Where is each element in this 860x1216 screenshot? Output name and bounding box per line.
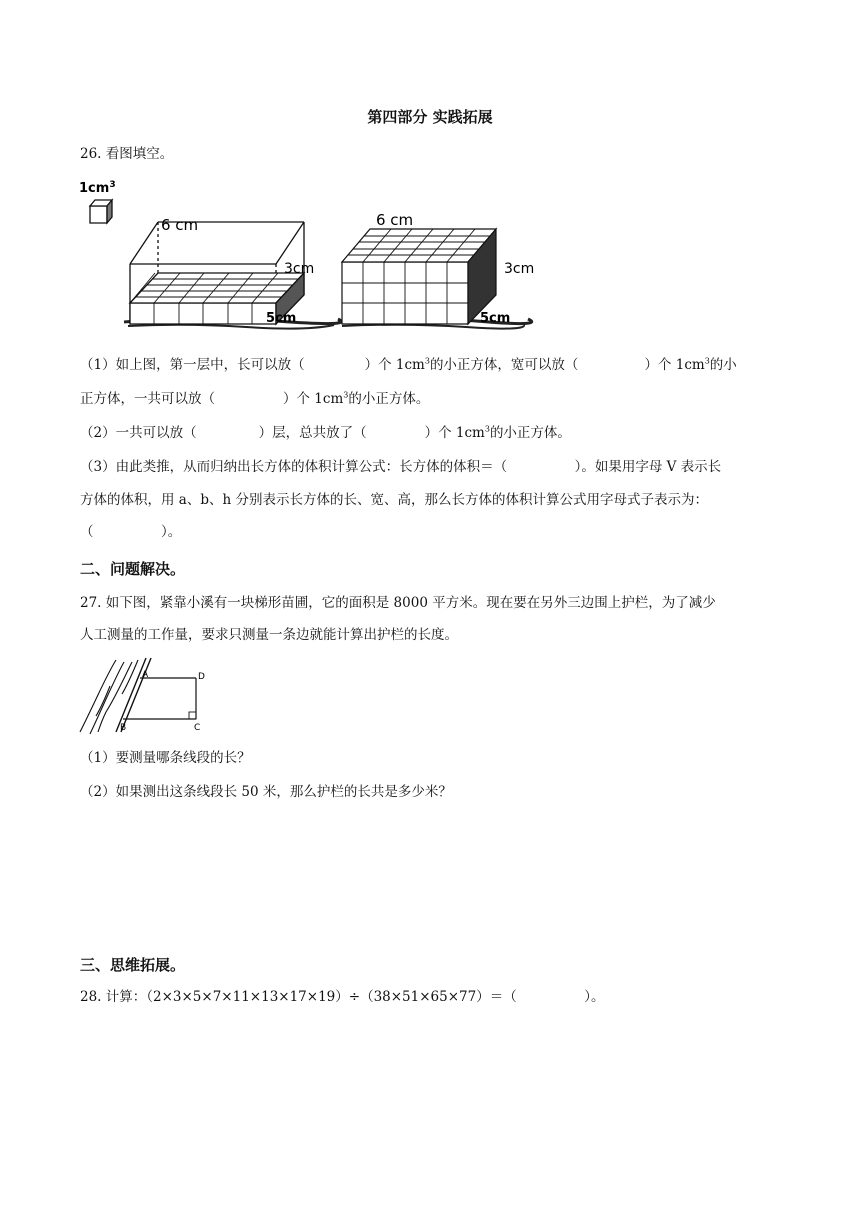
right-height-label: 3cm (504, 261, 535, 277)
q27-sub1: （1）要测量哪条线段的长？ (80, 750, 251, 766)
trapezoid-figure (76, 656, 216, 738)
left-width-label: 5cm (266, 311, 297, 326)
q26-sub2: （2）一共可以放（ ）层，总共放了（ ）个 $1cm^3$的小正方体。 (80, 424, 571, 441)
section-3-heading: 三、思维拓展。 (80, 956, 186, 974)
stream-lines (80, 660, 138, 734)
q27-line2: 人工测量的工作量，要求只测量一条边就能计算出护栏的长度。 (80, 627, 458, 643)
left-cuboid (130, 222, 304, 324)
point-b-label: B (120, 723, 127, 733)
unit-cube-shape (90, 200, 112, 223)
q26-sub3-line3: （ ）。 (80, 524, 182, 540)
right-length-label: 6 cm (376, 211, 414, 229)
q28-line: 28. 计算：（2×3×5×7×11×13×17×19）÷（38×51×65×77）＝（ ）。 (80, 989, 605, 1005)
question-26-stem: 26. 看图填空。 (80, 146, 174, 162)
page-title: 第四部分 实践拓展 (367, 108, 493, 126)
section-2-heading: 二、问题解决。 (80, 560, 186, 578)
point-d-label: D (198, 672, 205, 682)
left-length-label: 6 cm (161, 216, 199, 234)
point-c-label: C (194, 723, 201, 733)
unit-cube-label: $1cm^3$ (79, 180, 116, 196)
q26-sub3-line2: 方体的体积，用 a、b、h 分别表示长方体的长、宽、高，那么长方体的体积计算公式用字母式子表示为： (80, 492, 708, 508)
right-cuboid (342, 229, 496, 324)
q26-sub1-line1: （1）如上图，第一层中，长可以放（ ）个 $1cm^3$的小正方体，宽可以放（ ）个 $1cm^3$的小 (80, 356, 737, 373)
q26-sub3-line1: （3）由此类推，从而归纳出长方体的体积计算公式：长方体的体积＝（ ）。如果用字母 V 表示长 (80, 459, 722, 475)
point-a-label: A (142, 670, 149, 680)
right-width-label: 5cm (480, 311, 511, 326)
cuboid-figure (76, 175, 556, 337)
q27-sub2: （2）如果测出这条线段长 50 米，那么护栏的长共是多少米？ (80, 784, 452, 800)
q26-sub1-line2: 正方体，一共可以放（ ）个 $1cm^3$的小正方体。 (80, 390, 430, 407)
q27-line1: 27. 如下图，紧靠小溪有一块梯形苗圃，它的面积是 8000 平方米。现在要在另外三边围上护栏，为了减少 (80, 595, 716, 611)
left-height-label: 3cm (284, 261, 315, 277)
